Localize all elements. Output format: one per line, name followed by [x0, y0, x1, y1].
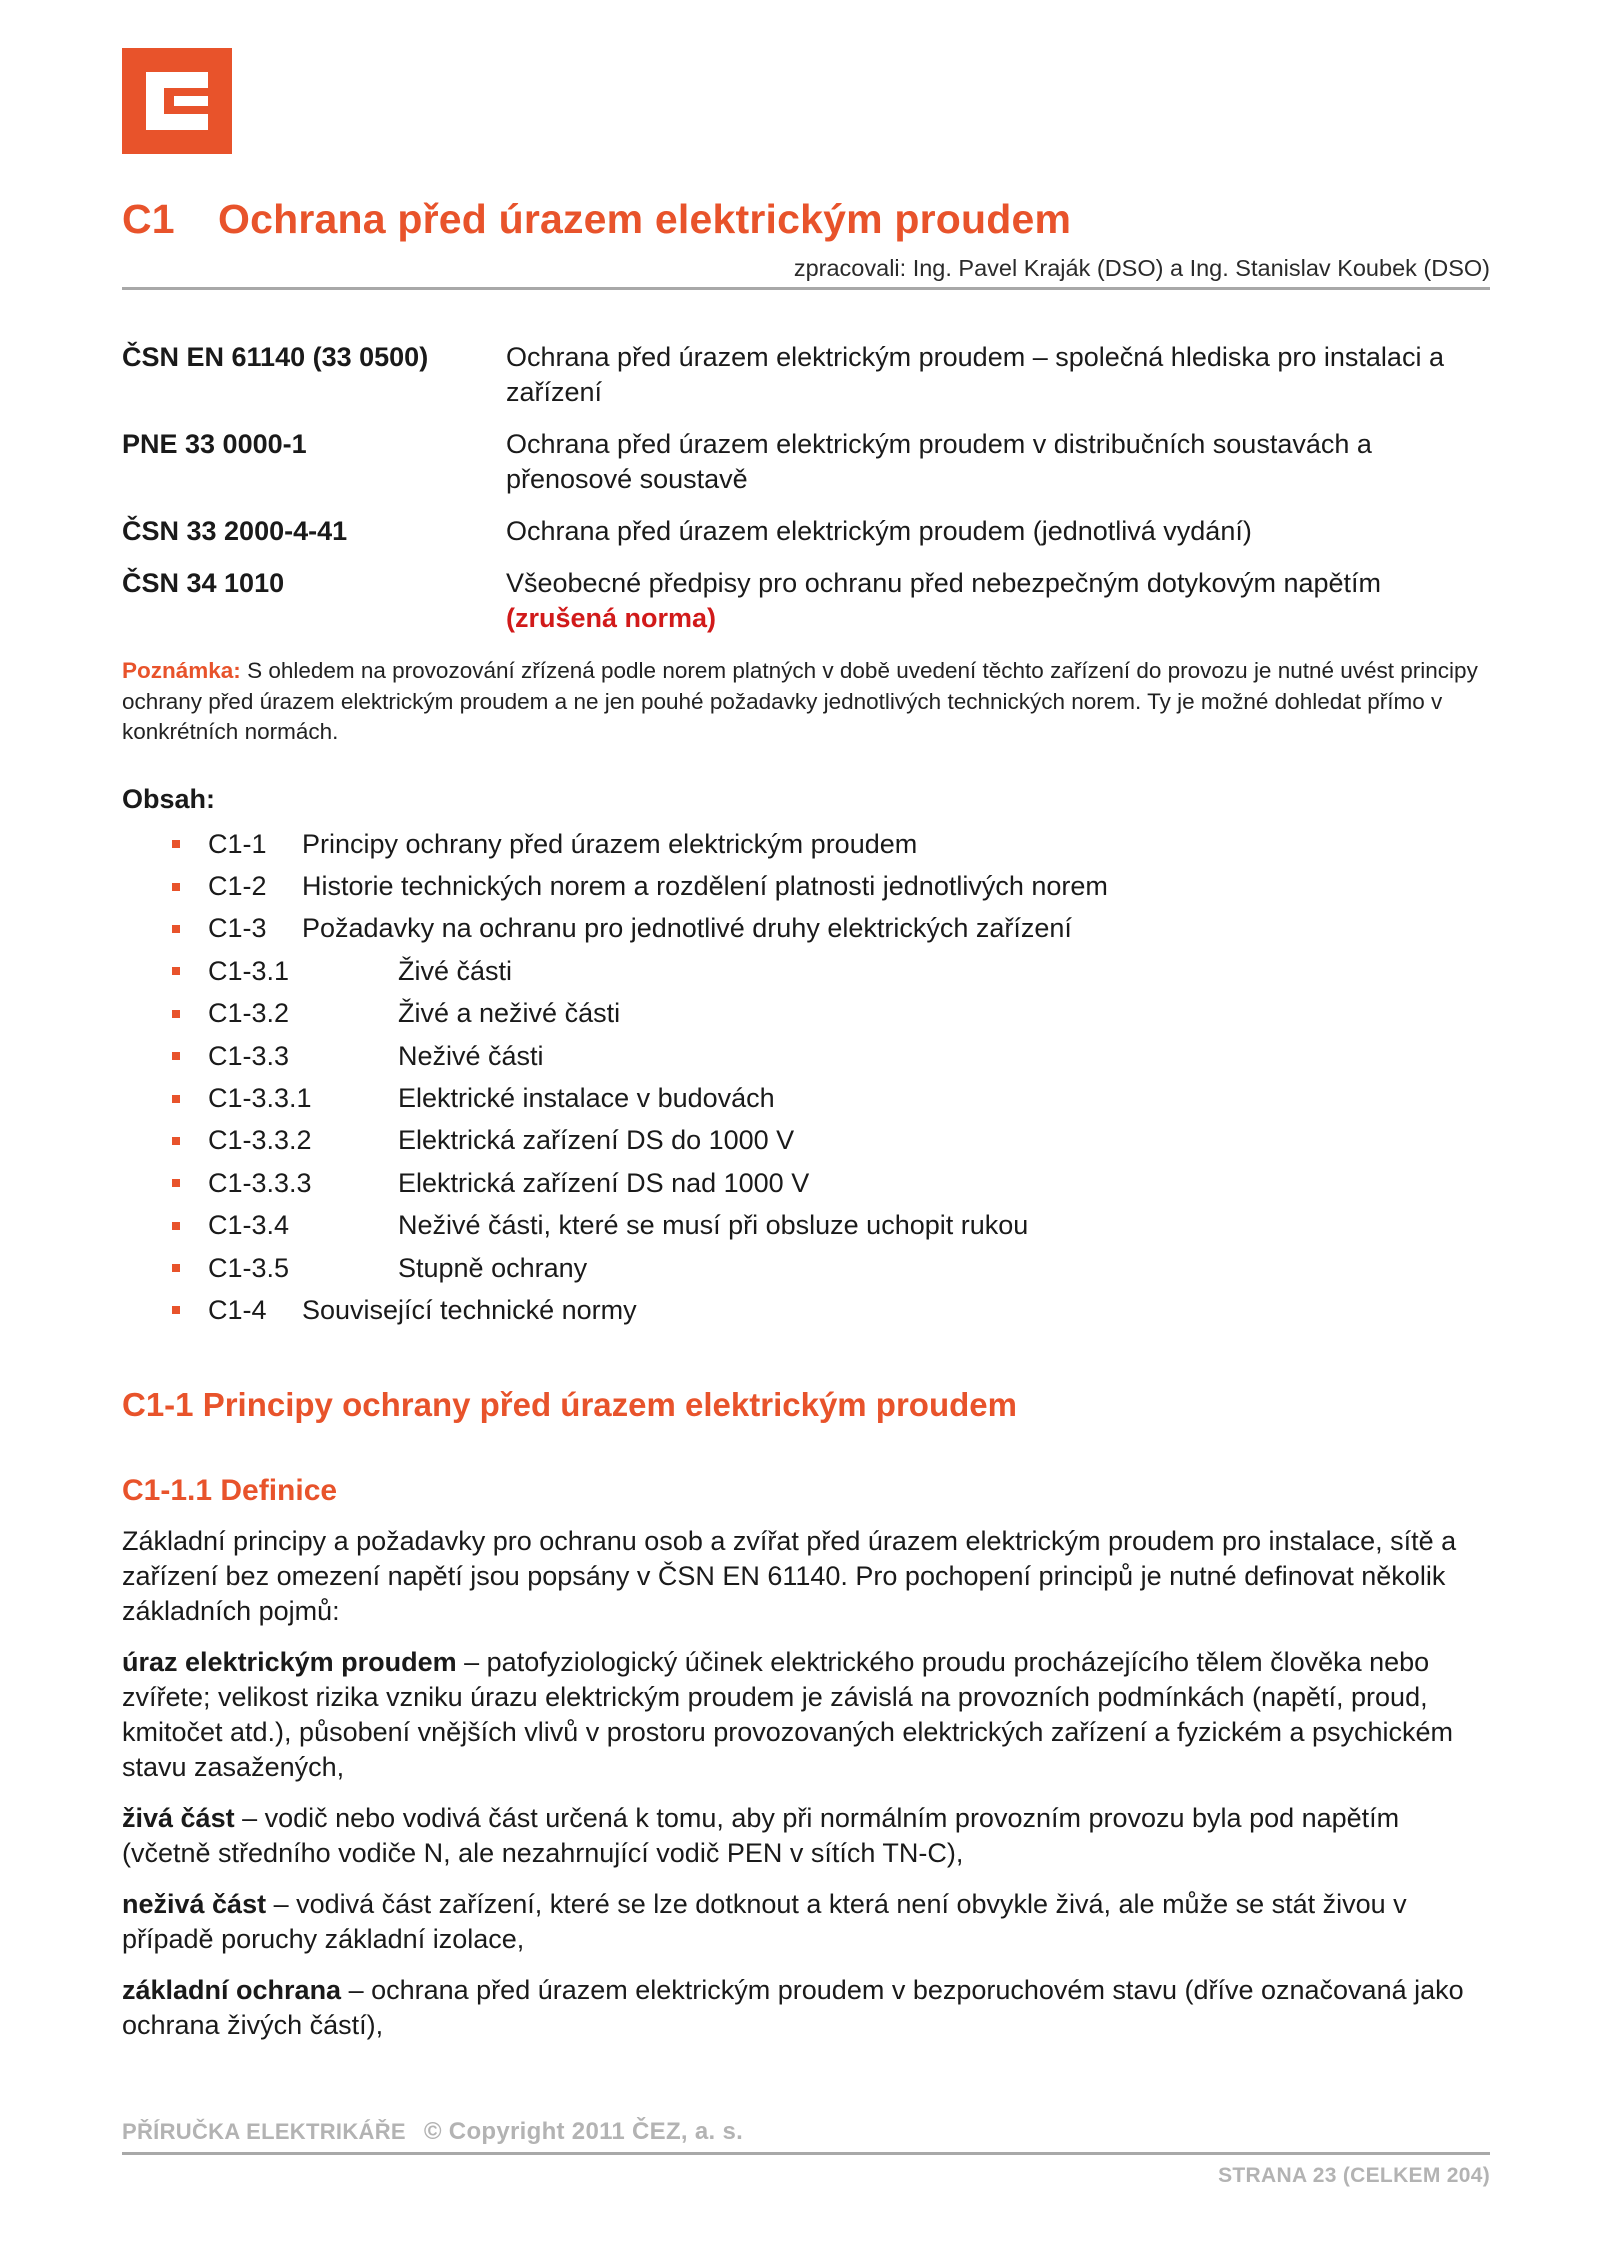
norm-description-text: Všeobecné předpisy pro ochranu před nebezpečným dotykovým napětím: [506, 568, 1382, 598]
copyright-notice: © Copyright 2011 ČEZ, a. s.: [423, 2118, 744, 2145]
square-bullet-icon: [172, 1052, 180, 1060]
publication-name: PŘÍRUČKA ELEKTRIKÁŘE: [122, 2119, 406, 2144]
square-bullet-icon: [172, 1306, 180, 1314]
norm-code: ČSN 33 2000-4-41: [122, 516, 348, 546]
definition-text: – ochrana před úrazem elektrickým proudem v bezporuchovém stavu (dříve označovaná jako ochrana živých částí),: [122, 1975, 1464, 2040]
toc-item-code: C1-1: [208, 828, 267, 859]
toc-item-title: Elektrická zařízení DS nad 1000 V: [398, 1167, 810, 1198]
norms-list: [122, 340, 1490, 653]
toc-heading: Obsah:: [122, 784, 216, 814]
definition-paragraph: [122, 1887, 1494, 1957]
withdrawn-norm-note: (zrušená norma): [506, 603, 717, 633]
norm-description-text: Ochrana před úrazem elektrickým proudem (jednotlivá vydání): [506, 516, 1252, 546]
toc-item-title: Neživé části: [398, 1040, 544, 1071]
norm-code: PNE 33 0000-1: [122, 429, 307, 459]
norm-description: [506, 566, 1490, 636]
norm-description-text: Ochrana před úrazem elektrickým proudem – společná hlediska pro instalaci a zařízení: [506, 342, 1444, 407]
toc-item-title: Související technické normy: [302, 1294, 637, 1325]
norm-code: ČSN EN 61140 (33 0500): [122, 342, 429, 372]
definition-text: – vodič nebo vodivá část určená k tomu, aby při normálním provozním provozu byla pod napětím (včetně středního vodiče N, ale nezahrnující vodič PEN v sítích TN-C),: [122, 1803, 1400, 1868]
section-heading: C1-1 Principy ochrany před úrazem elektrickým proudem: [122, 1386, 1017, 1423]
toc-item-code: C1-3.3.2: [208, 1125, 312, 1156]
toc-item-title: Živé části: [398, 955, 513, 986]
toc-item-code: C1-3.1: [208, 955, 290, 986]
toc-item[interactable]: [172, 1077, 1108, 1119]
square-bullet-icon: [172, 1264, 180, 1272]
norm-code: ČSN 34 1010: [122, 568, 285, 598]
definition-term: neživá část: [122, 1889, 267, 1919]
definition-paragraph: [122, 1973, 1494, 2043]
toc-item-code: C1-3.4: [208, 1210, 290, 1241]
definition-text: – patofyziologický účinek elektrického proudu procházejícího tělem člověka nebo zvířete; velikost rizika vzniku úrazu elektrickým proudem je závislá na provozních podmínkách (napětí, proud, kmitočet atd.), působení vnějších vlivů v prostoru provozovaných elektrických zařízení a fyzickém a psychickém stavu zasažených,: [122, 1647, 1454, 1782]
square-bullet-icon: [172, 840, 180, 848]
subsection-heading: C1-1.1 Definice: [122, 1474, 338, 1507]
square-bullet-icon: [172, 1137, 180, 1145]
toc-item[interactable]: [172, 1120, 1108, 1162]
toc-item[interactable]: [172, 823, 1108, 865]
norm-row: [122, 427, 1490, 497]
intro-paragraph: Základní principy a požadavky pro ochranu osob a zvířat před úrazem elektrickým proudem pro instalace, sítě a zařízení bez omezení napětí jsou popsány v ČSN EN 61140. Pro pochopení principů je nutné definovat několik základních pojmů:: [122, 1526, 1457, 1626]
toc-item-code: C1-3.2: [208, 998, 290, 1029]
header-divider: [122, 287, 1490, 290]
toc-item-code: C1-2: [208, 871, 267, 902]
square-bullet-icon: [172, 1179, 180, 1187]
toc-item-code: C1-3: [208, 913, 267, 944]
note-label: Poznámka:: [122, 658, 241, 683]
norm-row: [122, 514, 1490, 549]
footer-divider: [122, 2152, 1490, 2155]
definition-term: živá část: [122, 1803, 235, 1833]
title-text: Ochrana před úrazem elektrickým proudem: [218, 196, 1072, 242]
square-bullet-icon: [172, 1095, 180, 1103]
note-text: S ohledem na provozování zřízená podle norem platných v době uvedení těchto zařízení do provozu je nutné uvést principy ochrany před úrazem elektrickým proudem a ne jen pouhé požadavky jednotlivých technických norem. Ty je možné dohledat přímo v konkrétních normách.: [122, 658, 1478, 744]
body-text: [122, 1524, 1494, 2059]
cez-logo: [122, 48, 232, 154]
toc-item[interactable]: [172, 993, 1108, 1035]
toc-item-code: C1-3.3.1: [208, 1083, 312, 1114]
toc-item-title: Živé a neživé části: [398, 998, 621, 1029]
definition-paragraph: [122, 1801, 1494, 1871]
page-title: [122, 196, 1071, 243]
toc-item-title: Stupně ochrany: [398, 1252, 588, 1283]
toc-item-code: C1-3.3.3: [208, 1167, 312, 1198]
norm-description: [506, 427, 1490, 497]
toc-item-title: Elektrické instalace v budovách: [398, 1083, 775, 1114]
square-bullet-icon: [172, 883, 180, 891]
square-bullet-icon: [172, 1222, 180, 1230]
toc-item-title: Principy ochrany před úrazem elektrickým proudem: [302, 828, 918, 859]
toc-item-code: C1-3.5: [208, 1252, 290, 1283]
square-bullet-icon: [172, 1010, 180, 1018]
toc-item-title: Požadavky na ochranu pro jednotlivé druhy elektrických zařízení: [302, 913, 1072, 944]
toc-item[interactable]: [172, 865, 1108, 907]
norm-description-text: Ochrana před úrazem elektrickým proudem v distribučních soustavách a přenosové soustavě: [506, 429, 1372, 494]
norm-description: [506, 514, 1490, 549]
authors-line: zpracovali: Ing. Pavel Kraják (DSO) a Ing. Stanislav Koubek (DSO): [793, 255, 1490, 281]
toc-item[interactable]: [172, 908, 1108, 950]
toc-item-code: C1-4: [208, 1294, 267, 1325]
definition-term: úraz elektrickým proudem: [122, 1647, 457, 1677]
toc-item-title: Elektrická zařízení DS do 1000 V: [398, 1125, 795, 1156]
square-bullet-icon: [172, 925, 180, 933]
toc-item[interactable]: [172, 1289, 1108, 1331]
footer-publication: [122, 2118, 743, 2146]
norm-row: [122, 566, 1490, 636]
definition-term: základní ochrana: [122, 1975, 342, 2005]
section-number: C1: [122, 196, 175, 242]
page-number: STRANA 23 (CELKEM 204): [1218, 2164, 1490, 2187]
note-paragraph: [122, 656, 1492, 748]
definition-paragraph: [122, 1645, 1494, 1785]
toc-item-code: C1-3.3: [208, 1040, 290, 1071]
toc-item[interactable]: [172, 1162, 1108, 1204]
definition-text: – vodivá část zařízení, které se lze dotknout a která není obvykle živá, ale může se stát živou v případě poruchy základní izolace,: [122, 1889, 1407, 1954]
table-of-contents: [172, 823, 1108, 1332]
norm-description: [506, 340, 1490, 410]
norm-row: [122, 340, 1490, 410]
square-bullet-icon: [172, 967, 180, 975]
toc-item[interactable]: [172, 1247, 1108, 1289]
toc-item[interactable]: [172, 1035, 1108, 1077]
toc-item-title: Neživé části, které se musí při obsluze uchopit rukou: [398, 1210, 1029, 1241]
toc-item-title: Historie technických norem a rozdělení platnosti jednotlivých norem: [302, 871, 1108, 902]
toc-item[interactable]: [172, 1205, 1108, 1247]
toc-item[interactable]: [172, 950, 1108, 992]
